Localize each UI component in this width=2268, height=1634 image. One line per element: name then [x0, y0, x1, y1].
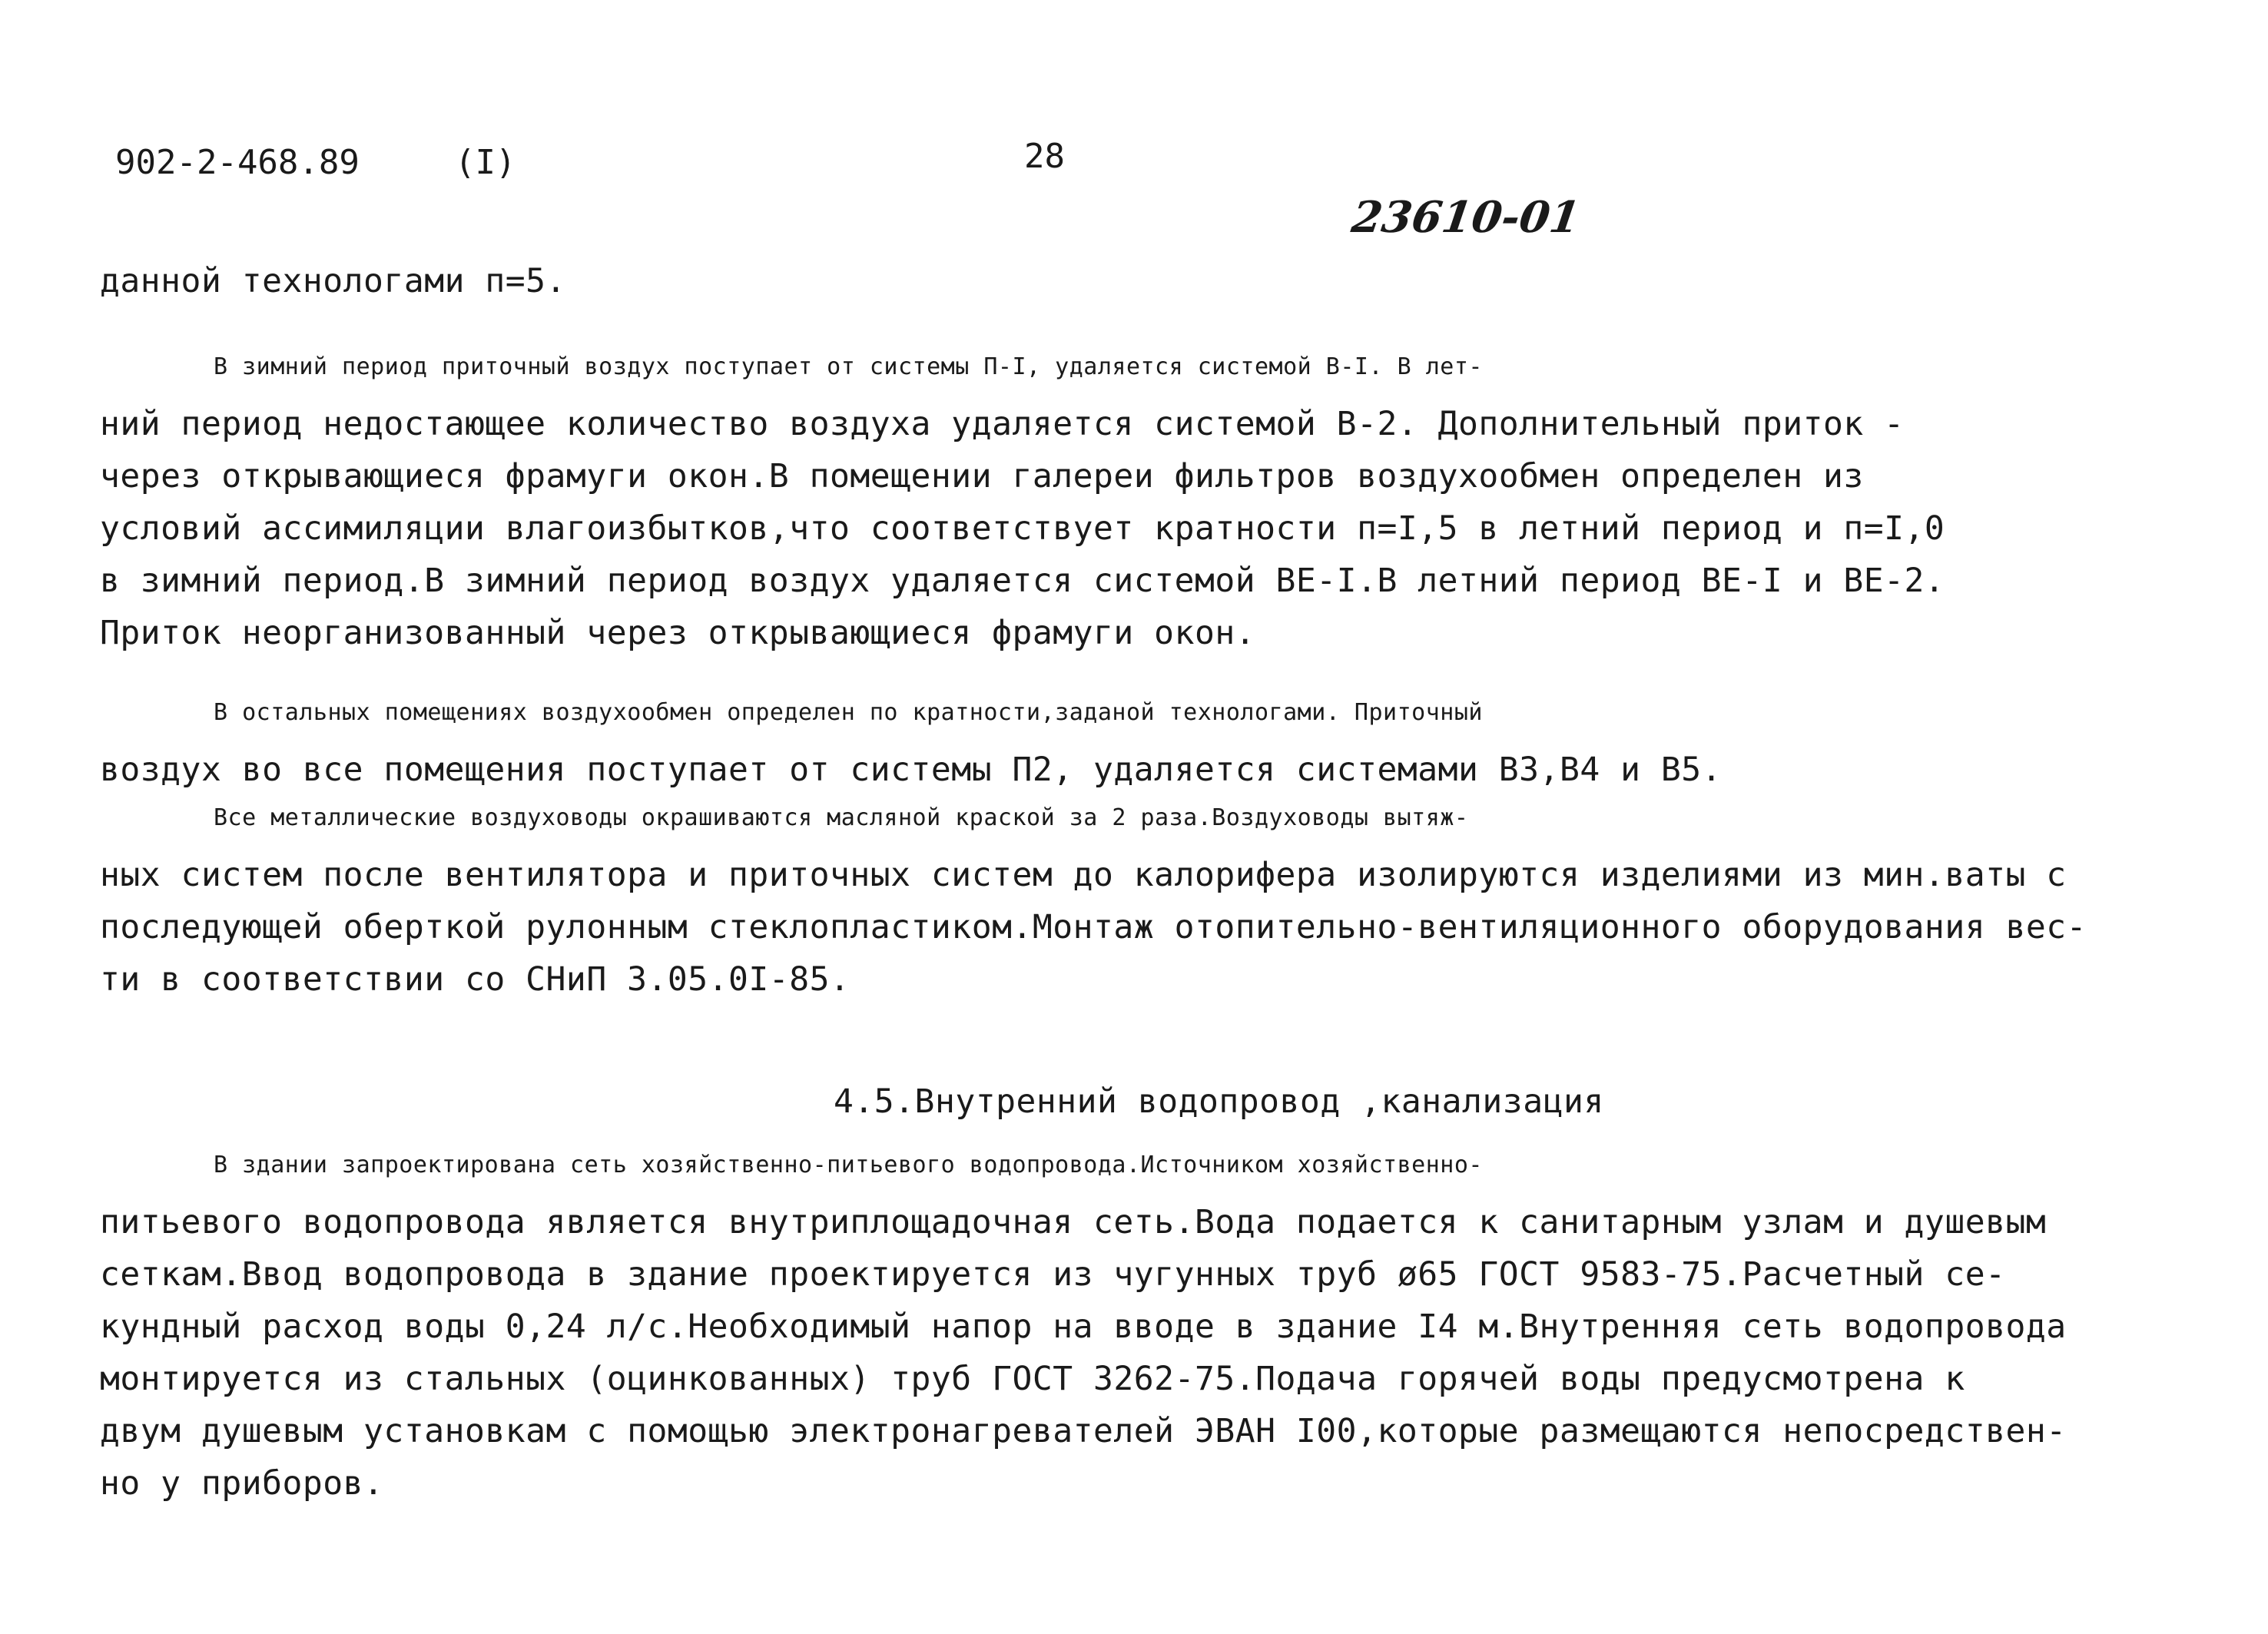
document-code: 902-2-468.89: [115, 143, 360, 182]
text-line: данной технологами п=5.: [100, 262, 566, 300]
document-part: (I): [455, 143, 516, 182]
text-line: но у приборов.: [100, 1464, 384, 1503]
archive-stamp: 23610-01: [1348, 192, 1583, 243]
text-line: Все металлические воздуховоды окрашиваются масляной краской за 2 раза.Воздуховоды вытяж-: [214, 804, 1469, 831]
text-line: в зимний период.В зимний период воздух удаляется системой ВЕ-I.В летний период ВЕ-I и ВЕ-2.: [100, 562, 1945, 600]
text-line: ных систем после вентилятора и приточных систем до калорифера изолируются изделиями из мин.ваты с: [100, 856, 2067, 894]
text-line: В остальных помещениях воздухообмен определен по кратности,заданой технологами. Приточный: [214, 699, 1483, 726]
text-line: кундный расход воды 0,24 л/с.Необходимый напор на вводе в здание I4 м.Внутренняя сеть водопровода: [100, 1308, 2067, 1346]
text-line: условий ассимиляции влагоизбытков,что соответствует кратности п=I,5 в летний период и п=I,0: [100, 509, 1945, 548]
text-line: монтируется из стальных (оцинкованных) труб ГОСТ 3262-75.Подача горячей воды предусмотрена к: [100, 1360, 1965, 1398]
section-heading: 4.5.Внутренний водопровод ,канализация: [834, 1082, 1604, 1121]
text-line: через открывающиеся фрамуги окон.В помещении галереи фильтров воздухообмен определен из: [100, 457, 1864, 496]
text-line: двум душевым установкам с помощью электронагревателей ЭВАН I00,которые размещаются непосредствен-: [100, 1412, 2067, 1450]
text-line: ний период недостающее количество воздуха удаляется системой В-2. Дополнительный приток -: [100, 405, 1905, 443]
page-number: 28: [1024, 137, 1065, 176]
text-line: ти в соответствии со СНиП 3.05.0I-85.: [100, 960, 850, 999]
text-line: В здании запроектирована сеть хозяйственно-питьевого водопровода.Источником хозяйственно-: [214, 1152, 1483, 1178]
text-line: сеткам.Ввод водопровода в здание проектируется из чугунных труб ø65 ГОСТ 9583-75.Расчетный се-: [100, 1255, 2006, 1294]
text-line: питьевого водопровода является внутриплощадочная сеть.Вода подается к санитарным узлам и душевым: [100, 1203, 2047, 1241]
text-line: последующей оберткой рулонным стеклопластиком.Монтаж отопительно-вентиляционного оборудования вес-: [100, 908, 2087, 946]
text-line: воздух во все помещения поступает от системы П2, удаляется системами В3,В4 и В5.: [100, 751, 1723, 789]
text-line: В зимний период приточный воздух поступает от системы П-I, удаляется системой В-I. В лет-: [214, 353, 1483, 380]
text-line: Приток неорганизованный через открывающиеся фрамуги окон.: [100, 614, 1256, 652]
